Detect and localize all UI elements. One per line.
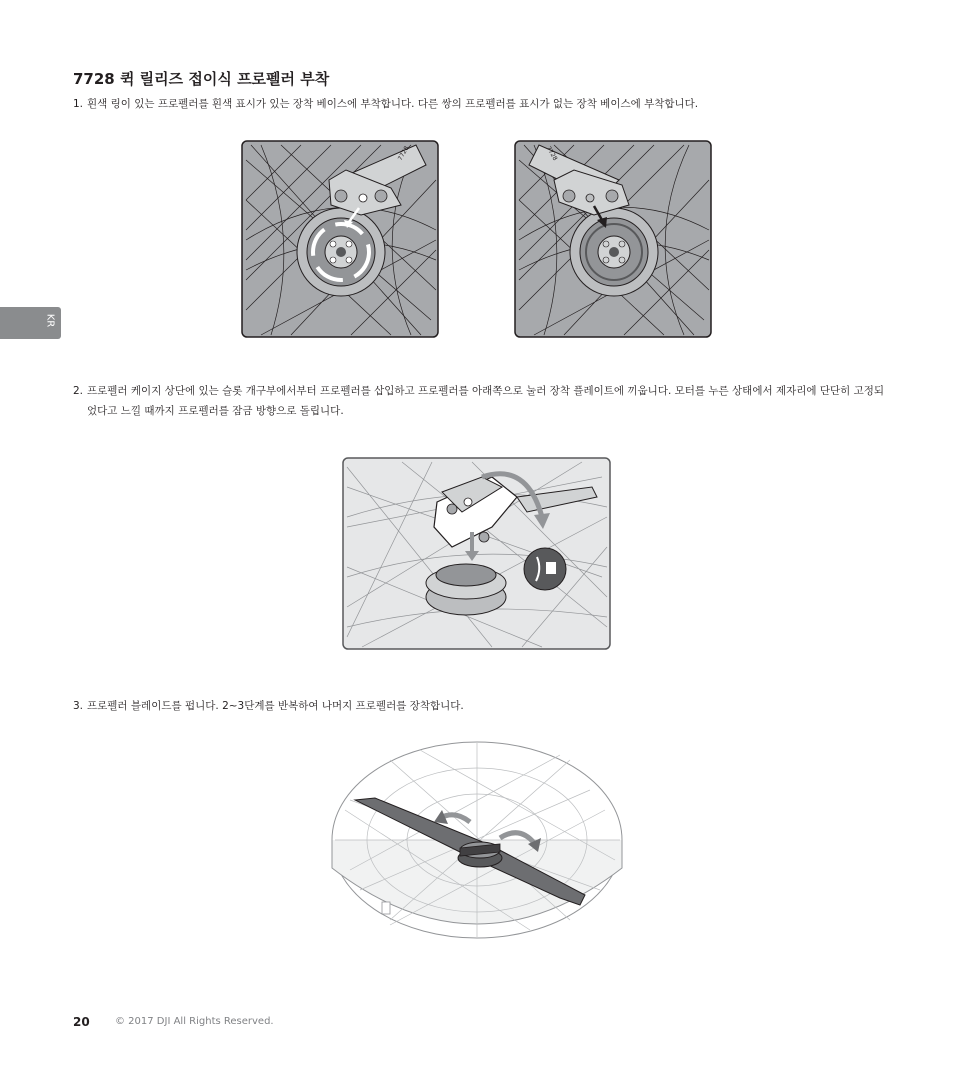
step-2-number: 2. [73,385,84,397]
language-tab [0,307,61,339]
section-title: 7728 퀵 릴리즈 접이식 프로펠러 부착 [73,70,330,88]
language-tab-label: KR [44,313,56,328]
fig1a-label: 7728 [396,145,411,162]
figure-propeller-white-ring [241,140,439,338]
step-2 [73,381,893,421]
step-3-text: 프로펠러 블레이드를 펍니다. 2~3단계를 반복하여 나머지 프로펠러를 장착합니다. [87,700,464,712]
figure-unfold-blades [330,740,624,952]
figure-insert-propeller [342,457,611,650]
step-1-text: 흰색 링이 있는 프로펠러를 흰색 표시가 있는 장착 베이스에 부착합니다. 다른 쌍의 프로펠러를 표시가 없는 장착 베이스에 부착합니다. [87,98,699,110]
copyright-notice: © 2017 DJI All Rights Reserved. [115,1016,274,1027]
step-2-text: 프로펠러 케이지 상단에 있는 슬롯 개구부에서부터 프로펠러를 삽입하고 프로펠러를 아래쪽으로 눌러 장착 플레이트에 끼웁니다. 모터를 누른 상태에서 제자리에 단단히 고정되었다고 느낄 때까지 프로펠러를 잠금 방향으로 돌립니다. [87,385,885,417]
step-3 [73,696,873,716]
step-1 [73,94,873,114]
step-1-number: 1. [73,98,84,110]
step-3-number: 3. [73,700,84,712]
fig1b-label: 7728 [544,145,559,162]
page-number: 20 [73,1015,90,1029]
figure-propeller-no-mark [514,140,712,338]
